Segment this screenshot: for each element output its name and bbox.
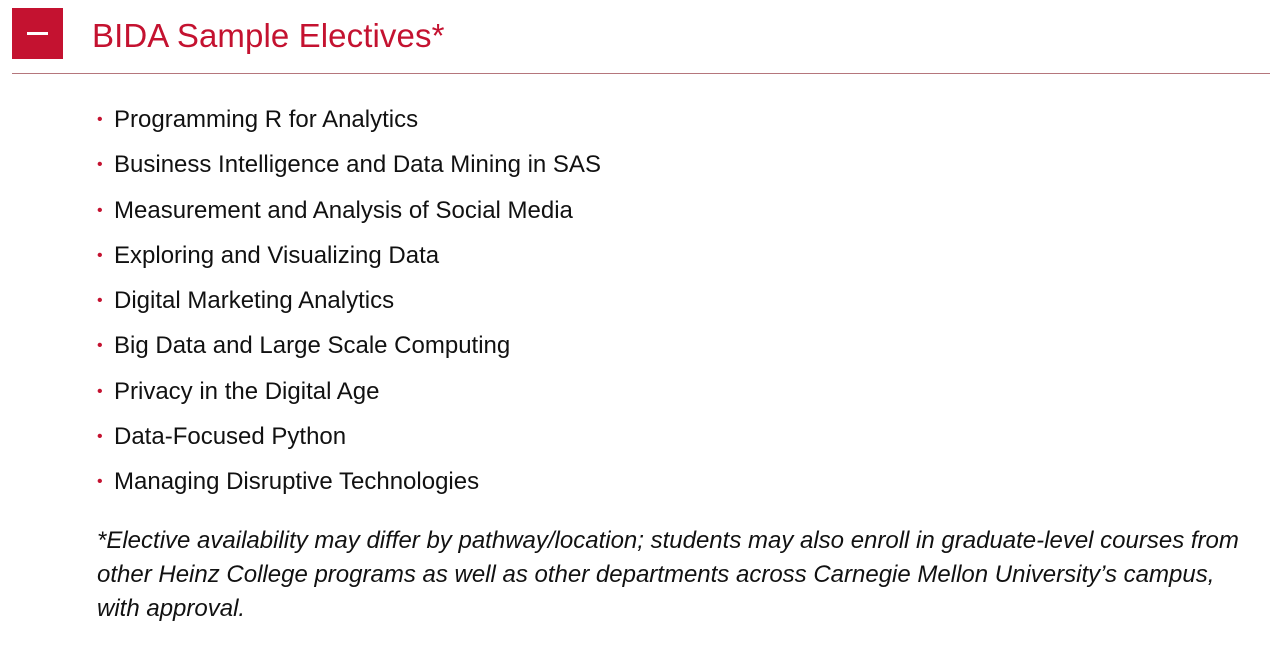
elective-label: Business Intelligence and Data Mining in SAS xyxy=(114,151,601,179)
list-item xyxy=(97,324,601,369)
elective-label: Data-Focused Python xyxy=(114,423,347,451)
collapse-toggle-button[interactable] xyxy=(12,8,63,59)
elective-label: Big Data and Large Scale Computing xyxy=(114,332,511,360)
list-item xyxy=(97,460,601,505)
list-item xyxy=(97,189,601,234)
bullet-icon: • xyxy=(97,473,103,491)
electives-list xyxy=(97,98,601,506)
bullet-icon: • xyxy=(97,201,103,219)
list-item xyxy=(97,143,601,188)
bullet-icon: • xyxy=(97,337,103,355)
section-title[interactable]: BIDA Sample Electives* xyxy=(92,17,445,54)
elective-label: Privacy in the Digital Age xyxy=(114,377,380,405)
elective-label: Programming R for Analytics xyxy=(114,106,419,133)
bullet-icon: • xyxy=(97,428,103,446)
list-item xyxy=(97,415,601,460)
elective-label: Exploring and Visualizing Data xyxy=(114,241,440,269)
elective-label: Measurement and Analysis of Social Media xyxy=(114,196,573,224)
bullet-icon: • xyxy=(97,246,103,264)
bullet-icon: • xyxy=(97,292,103,310)
minus-icon xyxy=(27,32,48,35)
bullet-icon: • xyxy=(97,156,103,174)
list-item xyxy=(97,234,601,279)
list-item xyxy=(97,279,601,324)
bullet-icon: • xyxy=(97,111,103,128)
list-item xyxy=(97,370,601,415)
elective-label: Digital Marketing Analytics xyxy=(114,287,395,315)
accordion-header[interactable] xyxy=(12,8,1270,74)
bullet-icon: • xyxy=(97,382,103,400)
availability-footnote: *Elective availability may differ by pathway/location; students may also enroll in graduate-level courses from other Heinz College programs as well as other departments across Carnegie Mellon University’s campus, with approval. xyxy=(97,527,1239,622)
list-item xyxy=(97,98,601,143)
elective-label: Managing Disruptive Technologies xyxy=(114,468,480,496)
